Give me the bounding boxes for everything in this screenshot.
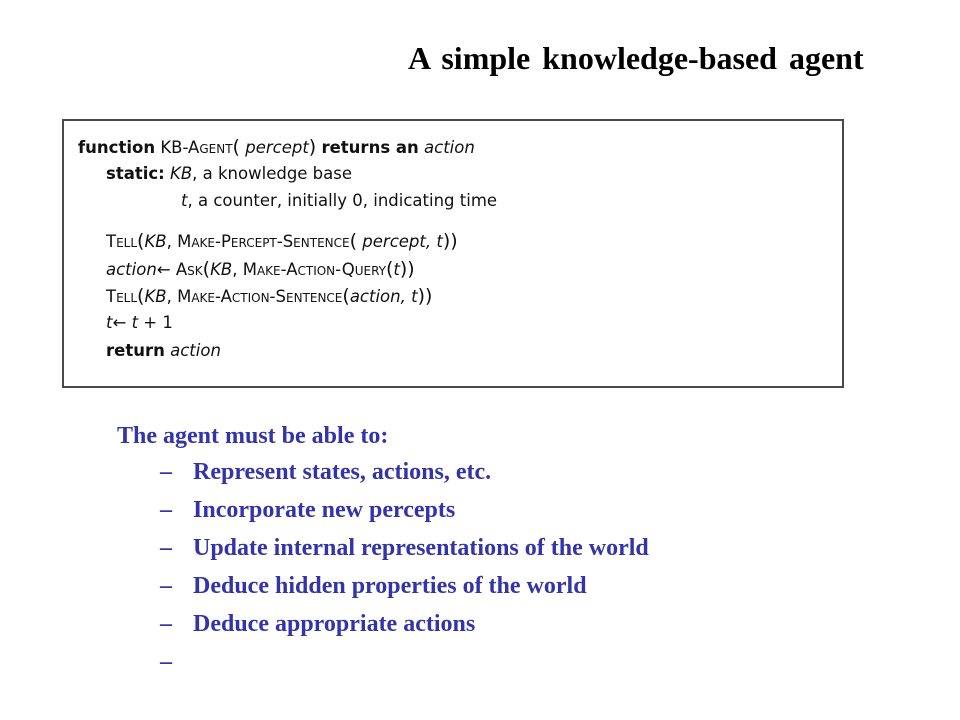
list-item-text: Deduce appropriate actions	[193, 611, 476, 637]
fn-tell: Tell	[106, 287, 138, 306]
algo-line-static-kb	[106, 166, 352, 183]
var-kb: KB	[170, 164, 193, 183]
list-item	[160, 497, 455, 524]
var-t: t	[181, 191, 188, 210]
list-item	[160, 459, 491, 486]
fn-make-action-query: Make-Action-Query	[242, 260, 386, 279]
slide-title: A simple knowledge-based agent	[408, 40, 864, 76]
list-item-text: Represent states, actions, etc.	[193, 459, 492, 485]
list-item	[160, 573, 587, 600]
assign-arrow: ←	[112, 313, 127, 332]
arg-kb: KB	[144, 232, 167, 251]
args-action-t: action, t	[349, 287, 418, 306]
algorithm-box	[62, 119, 844, 388]
arg-t: t	[393, 260, 400, 279]
algo-line-increment	[106, 315, 173, 332]
arg-kb: KB	[210, 260, 233, 279]
algo-line-static-t	[181, 193, 497, 210]
dash-marker: –	[160, 611, 172, 637]
fn-tell: Tell	[106, 232, 138, 251]
list-item	[160, 535, 649, 562]
args-percept-t: percept, t	[362, 232, 443, 251]
lhs-t: t	[106, 313, 113, 332]
list-item	[160, 649, 193, 676]
algo-line-ask: action← Ask(KB, Make-Action-Query(t))	[106, 258, 415, 280]
keyword-return: return	[106, 341, 165, 360]
close-paren: )	[308, 136, 317, 158]
dash-marker: –	[160, 535, 172, 561]
assign-arrow: ←	[156, 260, 171, 279]
algo-line-tell-percept: Tell(KB, Make-Percept-Sentence( percept, t))	[106, 230, 458, 252]
rhs-plus-one: + 1	[138, 313, 173, 332]
list-item-text: Deduce hidden properties of the world	[193, 573, 587, 599]
algo-line-signature	[78, 138, 475, 157]
dash-marker: –	[160, 573, 172, 599]
rhs-t: t	[131, 313, 139, 332]
fn-make-action-sentence: Make-Action-Sentence	[177, 287, 343, 306]
fn-ask: Ask	[175, 260, 203, 279]
return-value: action	[170, 341, 221, 360]
t-description: , a counter, initially 0, indicating time	[187, 191, 498, 210]
dash-marker: –	[160, 497, 172, 523]
kb-description: , a knowledge base	[192, 164, 353, 183]
dash-marker: –	[160, 649, 172, 675]
keyword-function: function	[78, 138, 156, 157]
return-type: action	[424, 138, 475, 157]
algo-line-return	[106, 343, 221, 360]
open-paren: (	[232, 136, 240, 158]
list-item	[160, 611, 475, 638]
capabilities-heading: The agent must be able to:	[117, 423, 389, 449]
arg-kb: KB	[144, 287, 167, 306]
param-percept: percept	[245, 138, 309, 157]
keyword-returns: returns an	[321, 138, 419, 157]
keyword-static: static:	[106, 164, 165, 183]
dash-marker: –	[160, 459, 172, 485]
algo-line-tell-action: Tell(KB, Make-Action-Sentence(action, t))	[106, 285, 433, 307]
fn-make-percept-sentence: Make-Percept-Sentence	[177, 232, 350, 251]
list-item-text: Incorporate new percepts	[193, 497, 456, 523]
lhs-action: action	[106, 260, 157, 279]
function-name: KB-Agent	[160, 138, 233, 157]
list-item-text: Update internal representations of the world	[193, 535, 649, 561]
